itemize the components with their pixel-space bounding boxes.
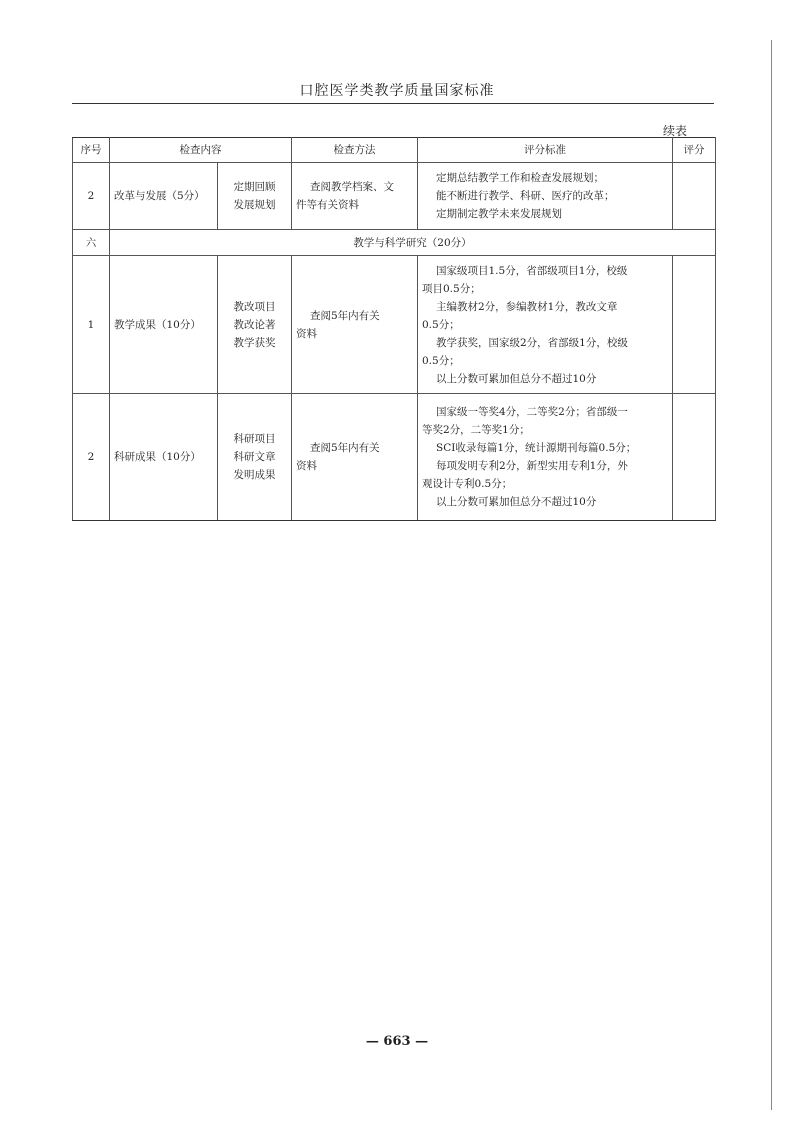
row-number: 2 [73,163,110,230]
row-score [673,163,716,230]
column-header-score: 评分 [673,138,716,163]
row-method: 查阅教学档案、文 件等有关资料 [292,163,418,230]
row-method: 查阅5年内有关 资料 [292,256,418,394]
continued-label: 续表 [663,124,688,138]
row-number: 2 [73,394,110,521]
section-number: 六 [73,230,110,256]
row-items: 定期回顾 发展规划 [218,163,292,230]
column-header-method: 检查方法 [292,138,418,163]
evaluation-table [72,137,716,521]
row-method: 查阅5年内有关 资料 [292,394,418,521]
page-number: — 663 — [365,1034,429,1049]
page-edge-line [771,40,772,1110]
section-title: 教学与科学研究（20分） [110,230,716,256]
row-subject: 改革与发展（5分） [110,163,218,230]
row-subject: 教学成果（10分） [110,256,218,394]
table-row [73,256,716,394]
row-score [673,256,716,394]
row-score [673,394,716,521]
row-criteria: 国家级一等奖4分，二等奖2分；省部级一 等奖2分，二等奖1分； SCI收录每篇1分，统计源期刊每篇0.5分； 每项发明专利2分，新型实用专利1分，外 观设计专利0.5分； 以上分数可累加但总分不超过10分 [418,394,673,521]
column-header-criteria: 评分标准 [418,138,673,163]
row-subject: 科研成果（10分） [110,394,218,521]
title-rule [72,103,714,104]
table-row [73,163,716,230]
column-header-content: 检查内容 [110,138,292,163]
row-criteria: 国家级项目1.5分，省部级项目1分，校级 项目0.5分； 主编教材2分，参编教材1分，教改文章 0.5分； 教学获奖，国家级2分，省部级1分，校级 0.5分； 以上分数可累加但总分不超过10分 [418,256,673,394]
row-criteria: 定期总结教学工作和检查发展规划； 能不断进行教学、科研、医疗的改革； 定期制定教学未来发展规划 [418,163,673,230]
section-row [73,230,716,256]
row-items: 科研项目 科研文章 发明成果 [218,394,292,521]
row-items: 教改项目 教改论著 教学获奖 [218,256,292,394]
row-number: 1 [73,256,110,394]
table-header-row [73,138,716,163]
page-title: 口腔医学类教学质量国家标准 [299,83,495,99]
column-header-no: 序号 [73,138,110,163]
table-row [73,394,716,521]
